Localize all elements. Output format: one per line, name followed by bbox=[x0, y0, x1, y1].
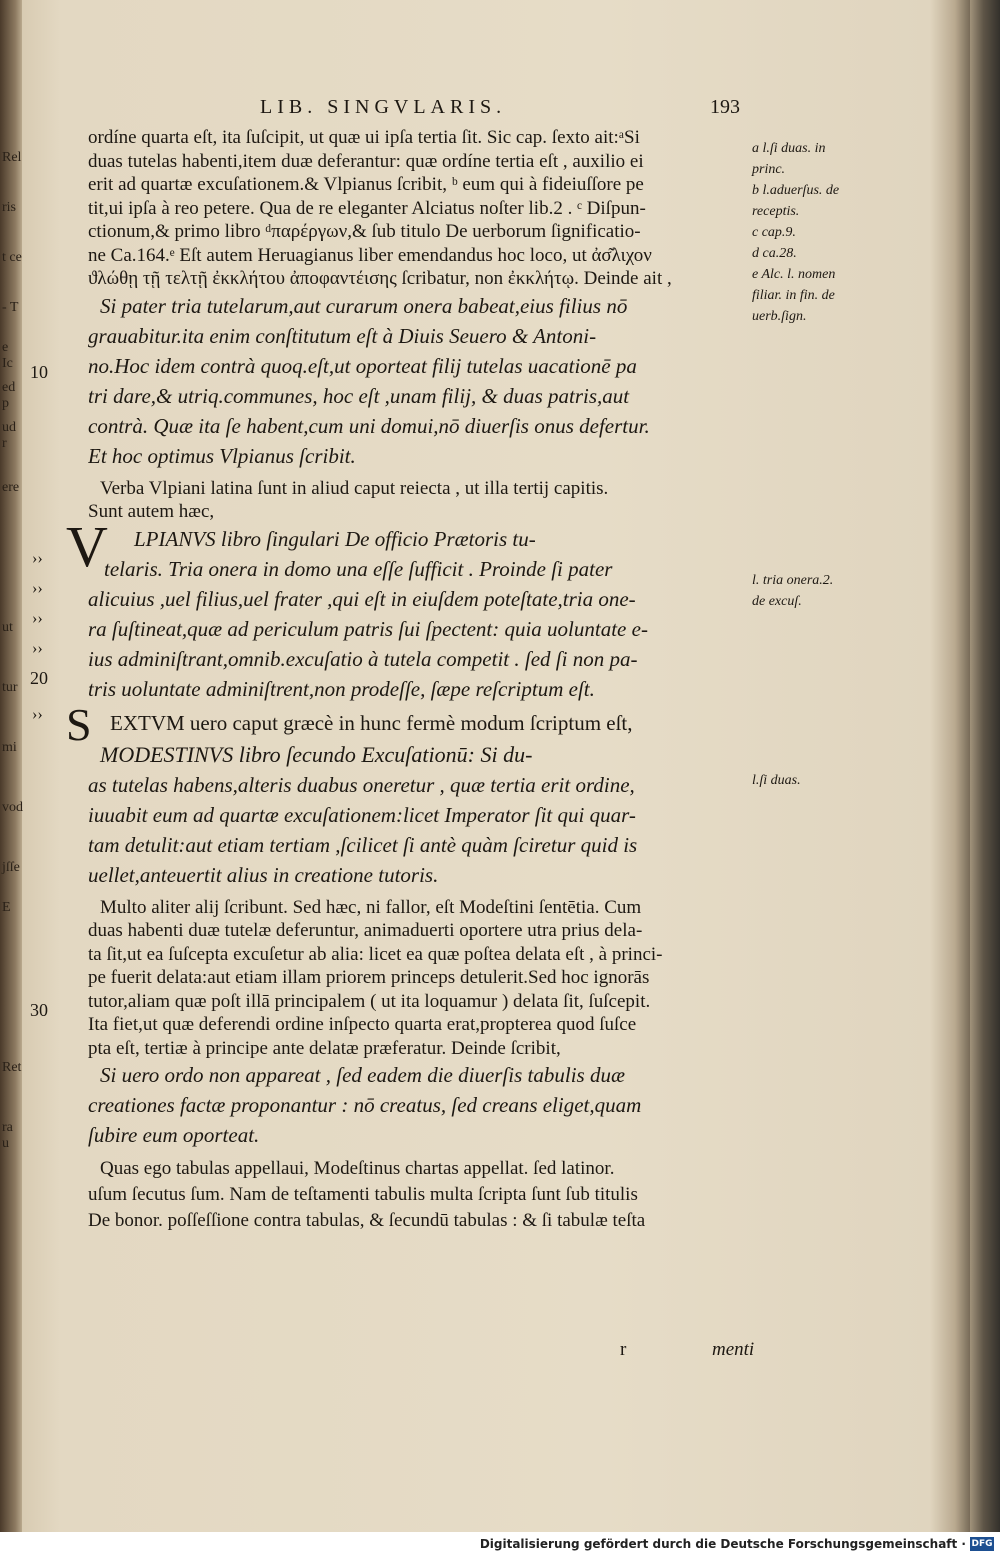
facing-page-fragment: jſſe bbox=[2, 860, 20, 875]
italic-text-line: ſubire eum oporteat. bbox=[88, 1123, 260, 1147]
italic-text-line: as tutelas habens,alteris duabus oneretur , quæ tertia erit ordine, bbox=[88, 772, 635, 797]
text-line: ta ſit,ut ea ſuſcepta excuſetur ab alia: licet ea quæ poſtea delata eſt , à princi- bbox=[88, 943, 663, 965]
italic-text-line: tris uoluntate adminiſtrent,non prodeſſe, ſæpe reſcriptum eſt. bbox=[88, 676, 595, 701]
italic-text-line: contrà. Quæ ita ſe habent,cum uni domui,nō diuerſis onus defertur. bbox=[88, 413, 650, 438]
text-line: Sunt autem hæc, bbox=[88, 501, 215, 522]
italic-text-line: creationes factæ proponantur : nō creatus, ſed creans eliget,quam bbox=[88, 1093, 642, 1117]
text-line: tutor,aliam quæ poſt illā principalem ( ut ita loquamur ) delata ſit, ſuſcepit. bbox=[88, 990, 651, 1012]
italic-text-line: LPIANVS libro ſingulari De officio Prætoris tu- bbox=[134, 526, 536, 551]
text-line: duas habenti duæ tutelæ deferuntur, animaduerti oportere utra prius dela- bbox=[88, 920, 643, 941]
text-line: erit ad quartæ excuſationem.& Vlpianus ſcribit, ᵇ eum qui à fideiuſſore pe bbox=[88, 174, 644, 195]
text-line: pe fuerit delata:aut etiam illam priorem princeps detulerit.Sed hoc ignorās bbox=[88, 967, 650, 988]
text-line: De bonor. poſſeſſione contra tabulas, & ſecundū tabulas : & ſi tabulæ teſta bbox=[88, 1210, 646, 1231]
page-header bbox=[240, 96, 800, 126]
marginal-note: b l.aduerſus. de bbox=[752, 183, 840, 198]
italic-text-line: grauabitur.ita enim conſtitutum eſt à Diuis Seuero & Antoni- bbox=[88, 323, 597, 348]
facing-page-fragment: ed p bbox=[2, 380, 16, 411]
marginal-notes-top bbox=[752, 138, 882, 327]
line-number: 10 bbox=[30, 362, 48, 382]
marginal-note: e Alc. l. nomen bbox=[752, 267, 836, 282]
facing-page-fragment: E bbox=[2, 900, 11, 915]
signature-line bbox=[620, 1339, 770, 1363]
text-line: ordíne quarta eſt, ita ſuſcipit, ut quæ ui ipſa tertia ſit. Sic cap. ſexto ait:ᵃSi bbox=[88, 127, 640, 148]
facing-page-fragment: tur bbox=[2, 680, 18, 695]
italic-text-line: ius adminiſtrant,omnib.excuſatio à tutela competit . ſed ſi non pa- bbox=[88, 646, 638, 671]
quotation-mark: ›› bbox=[32, 580, 43, 597]
facing-page-fragment: ris bbox=[2, 200, 16, 215]
marginal-note: uerb.ſign. bbox=[752, 309, 807, 324]
text-line: duas tutelas habenti,item duæ deferantur: quæ ordíne tertia eſt , auxilio ei bbox=[88, 150, 644, 172]
book-page-edges bbox=[970, 0, 1000, 1532]
facing-page-edge bbox=[0, 0, 22, 1532]
facing-page-fragment: vod bbox=[2, 800, 23, 815]
text-line: uſum ſecutus ſum. Nam de teſtamenti tabulis multa ſcripta ſunt ſub titulis bbox=[88, 1184, 638, 1205]
facing-page-fragment: Rel bbox=[2, 150, 22, 165]
text-line: ne Ca.164.ᵉ Eſt autem Heruagianus liber emendandus hoc loco, ut ἀσ͂λιχον bbox=[88, 244, 652, 266]
text-line: ϑλώθῃ τῇ τελτῇ ἐκκλήτου ἀποφαντέισης ſcribatur, non ἐκκλήτῳ. Deinde ait , bbox=[88, 268, 672, 289]
line-number: 20 bbox=[30, 668, 48, 688]
facing-page-fragment: ut bbox=[2, 620, 13, 635]
marginal-note: l. tria onera.2. bbox=[752, 573, 834, 588]
signature-mark: r bbox=[620, 1339, 627, 1360]
italic-text-line: ra ſuſtineat,quæ ad periculum patris ſui ſpectent: quia uoluntate e- bbox=[88, 616, 648, 641]
marginal-note: a l.ſi duas. in bbox=[752, 141, 826, 156]
marginal-note: princ. bbox=[752, 162, 786, 177]
footer-bar bbox=[0, 1532, 1000, 1557]
facing-page-fragment: ra u bbox=[2, 1120, 13, 1151]
dfg-logo-icon: DFG bbox=[971, 1539, 993, 1549]
running-title: LIB. SINGVLARIS. bbox=[260, 96, 507, 118]
marginal-note: receptis. bbox=[752, 204, 800, 219]
facing-page-fragment: t ce bbox=[2, 250, 22, 265]
ulpian-quotation bbox=[66, 513, 756, 704]
italic-text-line: uellet,anteuertit alius in creatione tutoris. bbox=[88, 862, 439, 887]
quotation-mark: ›› bbox=[32, 550, 43, 567]
quotation-mark: ›› bbox=[32, 610, 43, 627]
section-heading bbox=[66, 698, 756, 750]
marginal-note: d ca.28. bbox=[752, 246, 797, 261]
facing-page-fragment: - T bbox=[2, 300, 19, 315]
facing-page-fragment: Ret bbox=[2, 1060, 22, 1075]
line-number: 30 bbox=[30, 1000, 48, 1020]
quotation-mark: ›› bbox=[32, 640, 43, 657]
facing-page-fragment: ere bbox=[2, 480, 20, 495]
facing-page-fragment: e Ic bbox=[2, 340, 13, 371]
text-line: Quas ego tabulas appellaui, Modeſtinus chartas appellat. ſed latinor. bbox=[100, 1158, 615, 1179]
italic-text-line: iuuabit eum ad quartæ excuſationem:licet Imperator ſit qui quar- bbox=[88, 802, 636, 827]
italic-text-line: telaris. Tria onera in domo una eſſe ſufficit . Proinde ſi pater bbox=[104, 556, 613, 581]
text-line: pta eſt, tertiæ à principe ante delatæ præferatur. Deinde ſcribit, bbox=[88, 1037, 561, 1059]
footer-credit: Digitalisierung gefördert durch die Deutsche Forschungsgemeinschaft · bbox=[479, 1537, 966, 1551]
italic-text-line: Si pater tria tutelarum,aut curarum onera babeat,eius filius nō bbox=[100, 293, 628, 318]
text-line: tit,ui ipſa à reo petere. Qua de re eleganter Alciatus noſter lib.2 . ᶜ Diſpun- bbox=[88, 197, 646, 219]
marginal-note: l.ſi duas. bbox=[752, 773, 801, 788]
drop-initial-v: V bbox=[66, 513, 108, 579]
facing-page-fragment: mi bbox=[2, 740, 17, 755]
italic-text-line: Et hoc optimus Vlpianus ſcribit. bbox=[88, 443, 356, 468]
marginal-note: de excuſ. bbox=[752, 594, 802, 609]
drop-initial-s: S bbox=[66, 698, 92, 750]
catchword: menti bbox=[712, 1339, 755, 1360]
marginal-note: filiar. in fin. de bbox=[752, 288, 835, 303]
marginal-note: c cap.9. bbox=[752, 225, 796, 240]
text-line: Verba Vlpiani latina ſunt in aliud caput reiecta , ut illa tertij capitis. bbox=[100, 477, 609, 499]
text-line: Multo aliter alij ſcribunt. Sed hæc, ni fallor, eſt Modeſtini ſentētia. Cum bbox=[100, 896, 642, 918]
page-number: 193 bbox=[710, 96, 740, 118]
text-line: Ita fiet,ut quæ deferendi ordine inſpecto quarta erat,propterea quod ſuſce bbox=[88, 1014, 637, 1035]
facing-page-fragment: ud r bbox=[2, 420, 16, 451]
marginal-notes-lower bbox=[752, 770, 882, 791]
main-text bbox=[66, 126, 756, 1234]
italic-text-line: tri dare,& utriq.communes, hoc eſt ,unam filij, & duas patris,aut bbox=[88, 383, 630, 408]
text-line: ctionum,& primo libro ᵈπαρέργων,& ſub titulo De uerborum ſignificatio- bbox=[88, 221, 641, 242]
italic-text-line: tam detulit:aut etiam tertiam ,ſcilicet ſi antè quàm ſciretur quid is bbox=[88, 832, 638, 857]
italic-text-line: alicuius ,uel filius,uel frater ,qui eſt in eiuſdem poteſtate,tria one- bbox=[88, 586, 636, 611]
marginal-notes-middle bbox=[752, 570, 882, 612]
section-line: EXTVM uero caput græcè in hunc fermè modum ſcriptum eſt, bbox=[110, 710, 633, 735]
italic-text-line: no.Hoc idem contrà quoq.eſt,ut oporteat filij tutelas uacationē pa bbox=[88, 353, 637, 378]
italic-text-line: MODESTINVS libro ſecundo Excuſationū: Si du- bbox=[100, 741, 533, 767]
italic-text-line: Si uero ordo non appareat , ſed eadem die diuerſis tabulis duæ bbox=[100, 1063, 625, 1087]
quotation-mark: ›› bbox=[32, 706, 43, 723]
